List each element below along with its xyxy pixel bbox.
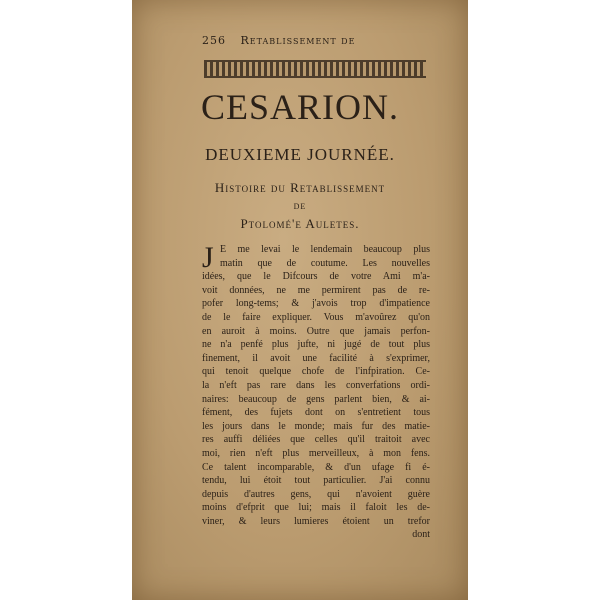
ornamental-border [204,60,426,78]
text-line: la n'eft pas rare dans les converfations ordi- [202,379,430,391]
text-line: de le faire expliquer. Vous m'avoûrez qu'on [202,311,430,323]
text-line: moi, rien n'eft plus merveilleux, à mon fens. [202,447,430,459]
page-number: 256 [202,34,226,47]
text-line: ne n'a penfé plus jufte, ni jugé de tout plus [202,339,430,351]
text-line: Ce talent incomparable, & d'un ufage fi é- [202,461,430,473]
story-heading-line-3: Ptolomé'e Auletes. [240,216,360,231]
text-line: finement, il avoit une facilité à s'exprimer, [202,352,430,364]
text-line: idées, que le Difcours de votre Ami m'a- [202,271,430,283]
text-line: fément, des fujets dont on s'entretient tous [202,407,430,419]
text-line: tendu, lui étoit tout particulier. J'ai connu [202,475,430,487]
chapter-subtitle: DEUXIEME JOURNÉE. [205,145,395,164]
text-line: matin que de coutume. Les nouvelles [220,257,430,269]
text-line: viner, & leurs lumieres étoient un trefor [202,515,430,527]
text-line: E me levai le lendemain beaucoup plus [220,244,430,255]
text-line: naires: beaucoup de gens parlent bien, & ai- [202,393,430,405]
running-head-text: Retablissement de [240,34,356,47]
text-line: les jours dans le monde; mais fur des matie- [202,420,430,432]
book-page [132,0,468,600]
page-title: CESARION. [200,87,400,127]
text-line: pofer long-tems; & j'avois trop d'impatience [202,298,430,310]
text-line: qui tenoit quelque chofe de l'infpiration. Ce- [202,366,430,378]
body-text [202,243,430,542]
story-heading-line-2: de [293,200,307,212]
catchword: dont [412,529,430,541]
text-line: voit données, ne me permirent pas de re- [202,284,430,296]
running-head [202,34,428,47]
text-line: moins d'efprit que lui; mais il faloit les de- [202,502,430,514]
drop-cap: J [202,241,214,274]
text-line: depuis d'autres gens, qui n'avoient guère [202,488,430,500]
text-line: res auffi déliées que celles qu'il traitoit avec [202,434,430,446]
story-heading-line-1: Histoire du Retablissement [214,180,386,195]
text-line: en auroit à moins. Outre que jamais perfon- [202,325,430,337]
